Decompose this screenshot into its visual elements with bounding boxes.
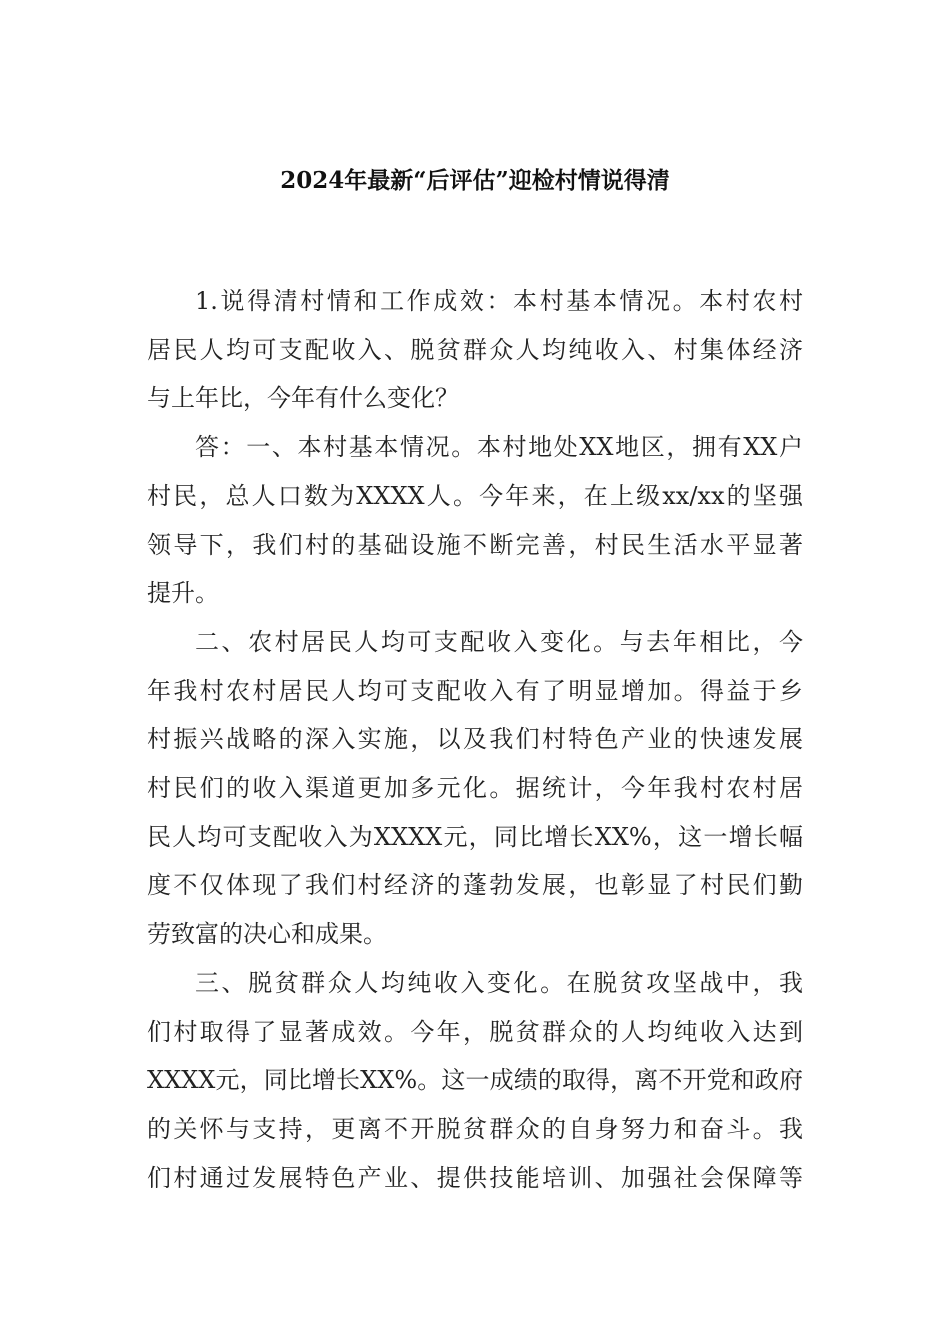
- text-line: 们村取得了显著成效。今年，脱贫群众的人均纯收入达到: [147, 1017, 803, 1046]
- text-line: 二、农村居民人均可支配收入变化。与去年相比，今: [195, 627, 803, 656]
- text-line: 村民们的收入渠道更加多元化。据统计，今年我村农村居: [147, 774, 803, 803]
- paragraph-question: [147, 277, 803, 423]
- text-line: 村民，总人口数为XXXX人。今年来，在上级xx/xx的坚强: [147, 481, 803, 510]
- text-line: 们村通过发展特色产业、提供技能培训、加强社会保障等: [147, 1163, 803, 1192]
- text-line: 提升。: [147, 579, 219, 608]
- text-line: 三、脱贫群众人均纯收入变化。在脱贫攻坚战中，我: [195, 968, 803, 997]
- text-line: 年我村农村居民人均可支配收入有了明显增加。得益于乡: [147, 676, 803, 705]
- document-title: 2024年最新“后评估”迎检村情说得清: [280, 167, 670, 194]
- text-line: 度不仅体现了我们村经济的蓬勃发展，也彰显了村民们勤: [147, 871, 803, 900]
- text-line: 与上年比，今年有什么变化？: [147, 384, 459, 413]
- paragraph-basic-situation: [147, 423, 803, 618]
- paragraph-income-change: [147, 618, 803, 959]
- text-line: XXXX元，同比增长XX%。这一成绩的取得，离不开党和政府: [147, 1066, 803, 1095]
- document-body: [147, 277, 803, 1202]
- text-line: 村振兴战略的深入实施，以及我们村特色产业的快速发展: [147, 725, 803, 754]
- text-line: 居民人均可支配收入、脱贫群众人均纯收入、村集体经济: [147, 335, 803, 364]
- paragraph-poverty-income: [147, 959, 803, 1203]
- text-line: 1.说得清村情和工作成效：本村基本情况。本村农村: [195, 287, 803, 315]
- text-line: 的关怀与支持，更离不开脱贫群众的自身努力和奋斗。我: [147, 1114, 803, 1143]
- text-line: 答：一、本村基本情况。本村地处XX地区，拥有XX户: [195, 433, 803, 462]
- text-line: 领导下，我们村的基础设施不断完善，村民生活水平显著: [147, 530, 803, 559]
- text-line: 民人均可支配收入为XXXX元，同比增长XX%，这一增长幅: [147, 822, 803, 851]
- text-line: 劳致富的决心和成果。: [147, 920, 387, 949]
